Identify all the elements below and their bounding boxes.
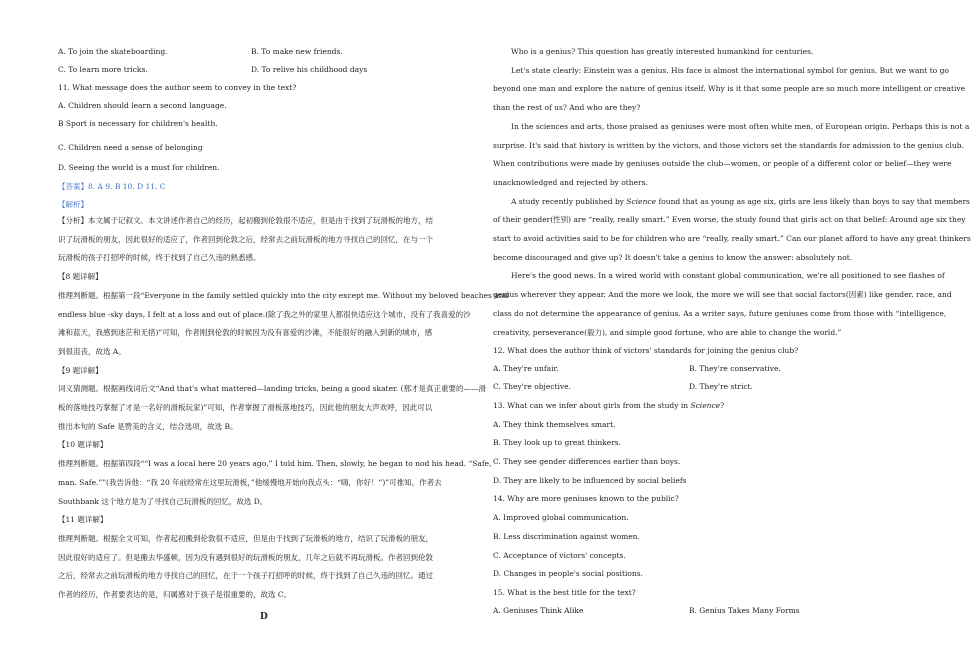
q11-line: 作者的经历，作者要表达的是，归属感对于孩子是很重要的，故选 C。 bbox=[58, 590, 292, 600]
passage-line: genius wherever they appear. And the more we look, the more we will see that social factors(因素) like gender, race, and bbox=[493, 290, 952, 300]
passage-line bbox=[493, 193, 970, 212]
answer-key: 【答案】8. A 9. B 10. D 11. C bbox=[58, 182, 166, 191]
q9-line: 词义猜测题。根据画线词后文“And that's what mattered—landing tricks, being a good skater. (那才是真正重要的——滑 bbox=[58, 384, 486, 394]
passage-line: surprise. It's said that history is written by the victors, and those victors set the standards for admission to the genius club. bbox=[493, 140, 964, 150]
q13-stem-post: ? bbox=[720, 400, 725, 410]
q10-option-b: B. To make new friends. bbox=[251, 47, 343, 56]
q11-line: 推理判断题。根据全文可知，作者起初搬到伦敦很不适应，但是由于找到了玩滑板的地方，结识了玩滑板的朋友， bbox=[58, 533, 433, 543]
q13-option-a: A. They think themselves smart. bbox=[493, 419, 616, 429]
q11-d-row bbox=[58, 156, 478, 174]
q14-option-d: D. Changes in people's social positions. bbox=[493, 569, 643, 579]
passage-line: become discouraged and give up? It doesn't take a genius to know the answer: absolutely not. bbox=[493, 252, 853, 262]
q11-explanation bbox=[58, 530, 478, 605]
q9-title: 【9 题详解】 bbox=[58, 365, 103, 375]
q10-option-a: A. To join the skateboarding. bbox=[58, 47, 168, 56]
q10-explanation bbox=[58, 455, 492, 511]
q15-stem: 15. What is the best title for the text? bbox=[493, 587, 636, 597]
right-column bbox=[493, 43, 971, 621]
answer-row bbox=[58, 174, 478, 192]
passage-line: Who is a genius? This question has greatly interested humankind for centuries. bbox=[511, 47, 814, 56]
q9-line: 推出本句的 Safe 是赞美的含义，结合选项，故选 B。 bbox=[58, 421, 238, 431]
bottom-letter: D bbox=[260, 612, 268, 622]
left-column bbox=[58, 40, 509, 605]
q14-option-c: C. Acceptance of victors' concepts. bbox=[493, 550, 626, 560]
q10-line: 推理判断题。根据第四段““I was a local here 20 years ago,” I told him. Then, slowly, he began to nod his head. “Safe, bbox=[58, 459, 492, 469]
q10-title: 【10 题详解】 bbox=[58, 440, 108, 450]
q15-option-a: A. Geniuses Think Alike bbox=[493, 605, 584, 615]
intro-line: 玩滑板的孩子打招呼的时候，终于找到了自己久违的熟悉感。 bbox=[58, 253, 261, 263]
q8-title: 【8 题详解】 bbox=[58, 272, 103, 282]
q14-option-b: B. Less discrimination against women. bbox=[493, 531, 640, 541]
q13-option-d: D. They are likely to be influenced by social beliefs bbox=[493, 475, 687, 485]
q10-options-row-1 bbox=[58, 40, 478, 58]
q11-option-d: D. Seeing the world is a must for children. bbox=[58, 163, 220, 172]
passage-line: class do not determine the appearance of genius. As a writer says, future geniuses come from those with “intelligence, bbox=[493, 308, 947, 318]
q13-stem bbox=[493, 397, 913, 416]
q10-option-d: D. To relive his childhood days bbox=[251, 65, 368, 74]
q12-option-d: D. They're strict. bbox=[689, 381, 753, 391]
q12-stem: 12. What does the author think of victors' standards for joining the genius club? bbox=[493, 346, 799, 356]
passage-line: Here's the good news. In a wired world with constant global communication, we're all positioned to see flashes of bbox=[511, 271, 945, 281]
q10-option-c: C. To learn more tricks. bbox=[58, 65, 148, 74]
q11-title: 【11 题详解】 bbox=[58, 515, 108, 525]
passage-line: than the rest of us? And who are they? bbox=[493, 103, 641, 113]
q11-option-a: A. Children should learn a second language. bbox=[58, 101, 227, 110]
q14-option-a: A. Improved global communication. bbox=[493, 513, 629, 523]
q12-row-2 bbox=[493, 379, 913, 397]
q10-line: Southbank 这个地方是为了寻找自己玩滑板的回忆，故选 D。 bbox=[58, 496, 268, 506]
journal-name: Science bbox=[626, 196, 657, 206]
passage-line-text: A study recently published by Science found that as young as age six, girls are less likely than boys to say that members bbox=[511, 196, 970, 206]
q13-stem-journal: Science bbox=[690, 400, 721, 410]
q11-b-row bbox=[58, 112, 478, 136]
q8-line: endless blue -sky days, I felt at a loss and out of place.(除了我之外的家里人都很快适应这个城市，没有了我喜爱的沙 bbox=[58, 309, 471, 319]
q12-option-a: A. They're unfair. bbox=[493, 363, 559, 373]
q13-option-c: C. They see gender differences earlier than boys. bbox=[493, 457, 681, 467]
q11-a-row bbox=[58, 94, 478, 112]
analysis-intro bbox=[58, 212, 478, 268]
q14-stem: 14. Why are more geniuses known to the public? bbox=[493, 494, 679, 504]
q8-line: 滩和蓝天，我感到迷茫和无措)”可知，作者刚到伦敦的时候因为没有喜爱的沙滩，不能很好的融入到新的城市，感 bbox=[58, 328, 433, 338]
q11-c-row bbox=[58, 136, 478, 156]
q11-option-c: C. Children need a sense of belonging bbox=[58, 143, 203, 152]
q11-stem-row bbox=[58, 76, 478, 94]
q10-line: man. Safe.””(我告诉他：“我 20 年前经常在这里玩滑板，”他缓慢地开始向我点头：“嗨，你好！”)”可推知，作者去 bbox=[58, 477, 442, 487]
q13-option-b: B. They look up to great thinkers. bbox=[493, 438, 622, 448]
intro-line: 识了玩滑板的朋友，因此很好的适应了，作者回到伦敦之后，经常去之前玩滑板的地方寻找自己的回忆，在与一个 bbox=[58, 234, 433, 244]
passage-line: When contributions were made by geniuses outside the club—women, or people of a different color or belief—they were bbox=[493, 159, 952, 169]
q8-explanation bbox=[58, 287, 509, 362]
passage-line: of their gender(性别) are “really, really smart.” Even worse, the study found that girls act on that belief: Around age six they bbox=[493, 215, 966, 225]
q11-line: 之后，经常去之前玩滑板的地方寻找自己的回忆，在于一个孩子打招呼的时候，终于找到了自己久违的回忆。通过 bbox=[58, 571, 433, 581]
q12-row-1 bbox=[493, 361, 913, 379]
reading-passage bbox=[493, 43, 971, 342]
q15-option-b: B. Genius Takes Many Forms bbox=[689, 605, 800, 615]
intro-line: 【分析】本文属于记叙文。本文讲述作者自己的经历，起初搬到伦敦很不适应，但是由于找到了玩滑板的地方，结 bbox=[58, 216, 433, 225]
q11-option-b: B Sport is necessary for children's health. bbox=[58, 119, 218, 128]
passage-line: start to avoid activities said to be for children who are “really, really smart.” Can our planet afford to have any great thinkers bbox=[493, 234, 971, 244]
analysis-label: 【解析】 bbox=[58, 200, 88, 209]
q9-line: 板的落地技巧掌握了才是一名好的滑板玩家)”可知，作者掌握了滑板落地技巧，因此他的朋友大声欢呼，因此可以 bbox=[58, 403, 433, 413]
passage-line: Let's state clearly: Einstein was a genius. His face is almost the international symbol for genius. But we want to go bbox=[511, 65, 949, 75]
passage-line: beyond one man and explore the nature of genius itself. Why is it that some people are so much more intelligent or creative bbox=[493, 84, 966, 94]
q8-line: 推理判断题。根据第一段“Everyone in the family settled quickly into the city except me. Without my beloved beaches and bbox=[58, 290, 509, 300]
q9-explanation bbox=[58, 380, 486, 436]
passage-line: unacknowledged and rejected by others. bbox=[493, 177, 648, 187]
q15-row-1 bbox=[493, 603, 913, 621]
q11-line: 因此很好的适应了。但是搬去华盛顿，因为没有遇到很好的玩滑板的朋友，几年之后就不再玩滑板。作者回到伦敦 bbox=[58, 552, 433, 562]
q12-option-b: B. They're conservative. bbox=[689, 363, 781, 373]
q10-options-row-2 bbox=[58, 58, 478, 76]
passage-line: creativity, perseverance(毅力), and simple good fortune, who are able to change the world.” bbox=[493, 327, 842, 337]
q11-stem: 11. What message does the author seem to convey in the text? bbox=[58, 83, 297, 92]
analysis-label-row bbox=[58, 192, 478, 210]
q12-option-c: C. They're objective. bbox=[493, 381, 571, 391]
passage-line: In the sciences and arts, those praised as geniuses were most often white men, of European origin. Perhaps this is not a bbox=[511, 121, 970, 131]
q13-stem-pre: 13. What can we infer about girls from the study in bbox=[493, 400, 691, 410]
q8-line: 到很沮丧，故选 A。 bbox=[58, 346, 126, 356]
